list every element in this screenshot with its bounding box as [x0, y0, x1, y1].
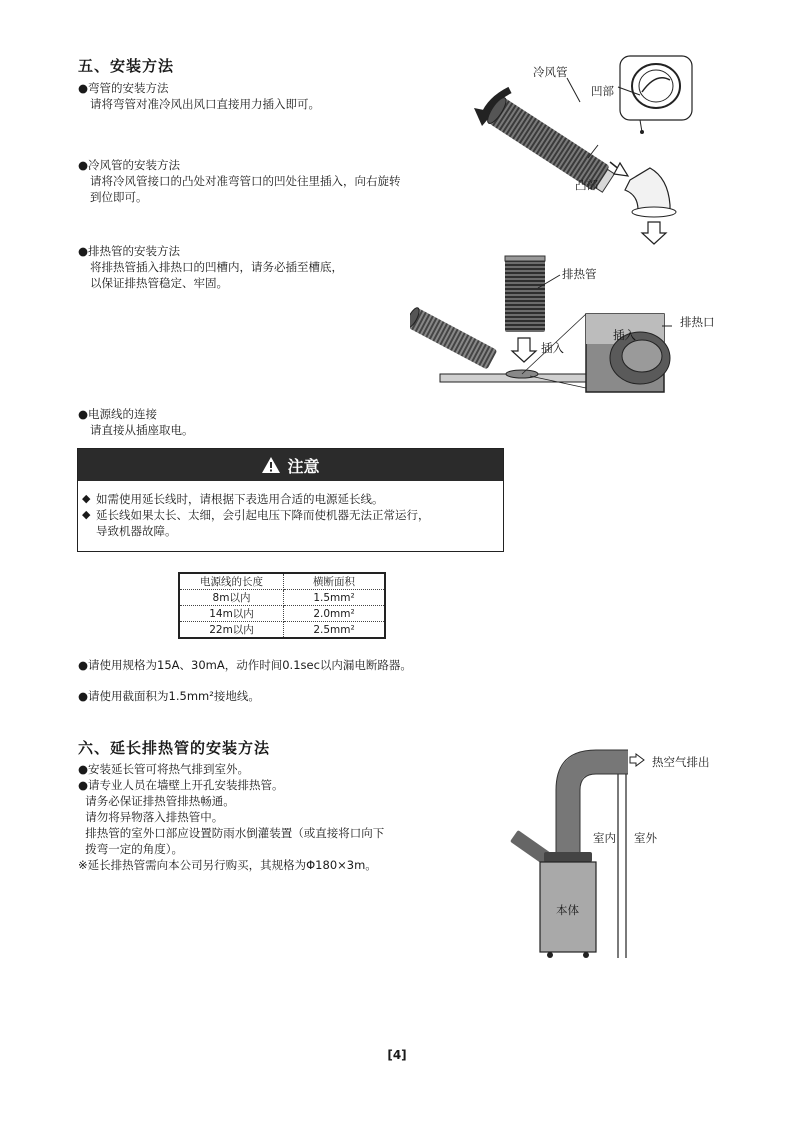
outdoor-label: 室外: [634, 831, 657, 845]
section6-line-4: 请勿将异物落入排热管中。: [78, 810, 224, 824]
table-cell: 1.5mm²: [284, 590, 386, 606]
caution-item-2-text: 延长线如果太长、太细，会引起电压下降而使机器无法正常运行，: [96, 508, 430, 522]
elbow-install-head: ●弯管的安装方法: [78, 81, 169, 95]
ground-note: ●请使用截面积为1.5mm²接地线。: [78, 689, 260, 703]
cold-hose-figure: [470, 50, 700, 250]
concave-label: 凹部: [591, 84, 614, 98]
section6-title: 六、延长排热管的安装方法: [78, 739, 271, 757]
caution-item-2: [82, 507, 499, 523]
elbow-install-body: 请将弯管对准冷风出风口直接用力插入即可。: [90, 97, 320, 111]
exhaust-hose-install-head: ●排热管的安装方法: [78, 244, 181, 258]
caution-box: [77, 448, 504, 552]
caution-title: 注意: [287, 456, 320, 476]
section6-line-1: ●安装延长管可将热气排到室外。: [78, 762, 250, 776]
section5-title: 五、安装方法: [78, 57, 175, 75]
down-arrow-icon: [642, 222, 666, 244]
warning-triangle-icon: [261, 456, 281, 474]
table-cell: 14m以内: [179, 606, 284, 622]
cord-spec-table: [178, 572, 386, 639]
extension-duct-figure: [510, 748, 660, 968]
section6-line-3: 请务必保证排热管排热畅通。: [78, 794, 235, 808]
table-header-length: 电源线的长度: [179, 573, 284, 590]
cold-hose-install-head: ●冷风管的安装方法: [78, 158, 181, 172]
diamond-bullet-icon: ◆: [82, 492, 91, 505]
section6-line-6: 拨弯一定的角度）。: [78, 842, 184, 856]
exhaust-hose-install-body-1: 将排热管插入排热口的凹槽内，请务必插至槽底，: [90, 260, 343, 274]
power-connection-head: ●电源线的连接: [78, 407, 158, 421]
exhaust-hose: [505, 258, 545, 332]
insert-zoom-label: 插入: [613, 328, 636, 342]
page-number: [4]: [387, 1048, 407, 1062]
caution-item-1: [82, 491, 499, 507]
table-cell: 2.5mm²: [313, 623, 355, 636]
table-header-area: 横断面积: [284, 573, 386, 590]
insert-label: 插入: [541, 341, 564, 355]
cold-hose-install-body-2: 到位即可。: [90, 190, 148, 204]
table-row: [179, 622, 385, 639]
power-connection-body: 请直接从插座取电。: [90, 423, 194, 437]
caution-item-2-text-cont: 导致机器故障。: [96, 524, 177, 538]
hot-air-out-label: 热空气排出: [652, 755, 710, 769]
cold-hose-install-body-1: 请将冷风管接口的凸处对准弯管口的凹处往里插入，向右旋转: [90, 174, 401, 188]
hot-air-arrow-icon: [630, 754, 644, 766]
elbow-pipe: [625, 168, 670, 210]
insert-arrow-icon: [512, 338, 536, 362]
table-cell: 8m以内: [179, 590, 284, 606]
section6-line-5: 排热管的室外口部应设置防雨水倒灌装置（或直接将口向下: [78, 826, 385, 840]
table-row: [179, 590, 385, 606]
section6-line-2: ●请专业人员在墙壁上开孔安装排热管。: [78, 778, 284, 792]
unit-label: 本体: [556, 903, 579, 917]
caution-item-1-text: 如需使用延长线时，请根据下表选用合适的电源延长线。: [96, 492, 384, 506]
cold-hose-label: 冷风管: [533, 65, 568, 79]
table-cell: 2.0mm²: [284, 606, 386, 622]
section6-line-7: ※延长排热管需向本公司另行购买，其规格为Φ180×3m。: [78, 858, 377, 872]
exhaust-port-label: 排热口: [680, 315, 715, 329]
caution-item-2-cont: [82, 523, 499, 539]
diamond-bullet-icon: ◆: [82, 508, 91, 521]
table-row: [179, 606, 385, 622]
exhaust-hose-install-body-2: 以保证排热管稳定、牢固。: [90, 276, 228, 290]
indoor-label: 室内: [593, 831, 616, 845]
convex-label: 凸部: [575, 178, 598, 192]
exhaust-hose-label: 排热管: [562, 267, 597, 281]
caution-header: [78, 449, 503, 481]
table-cell: 22m以内: [179, 622, 284, 639]
breaker-note: ●请使用规格为15A、30mA，动作时间0.1sec以内漏电断路器。: [78, 658, 412, 672]
table-header-row: [179, 573, 385, 590]
